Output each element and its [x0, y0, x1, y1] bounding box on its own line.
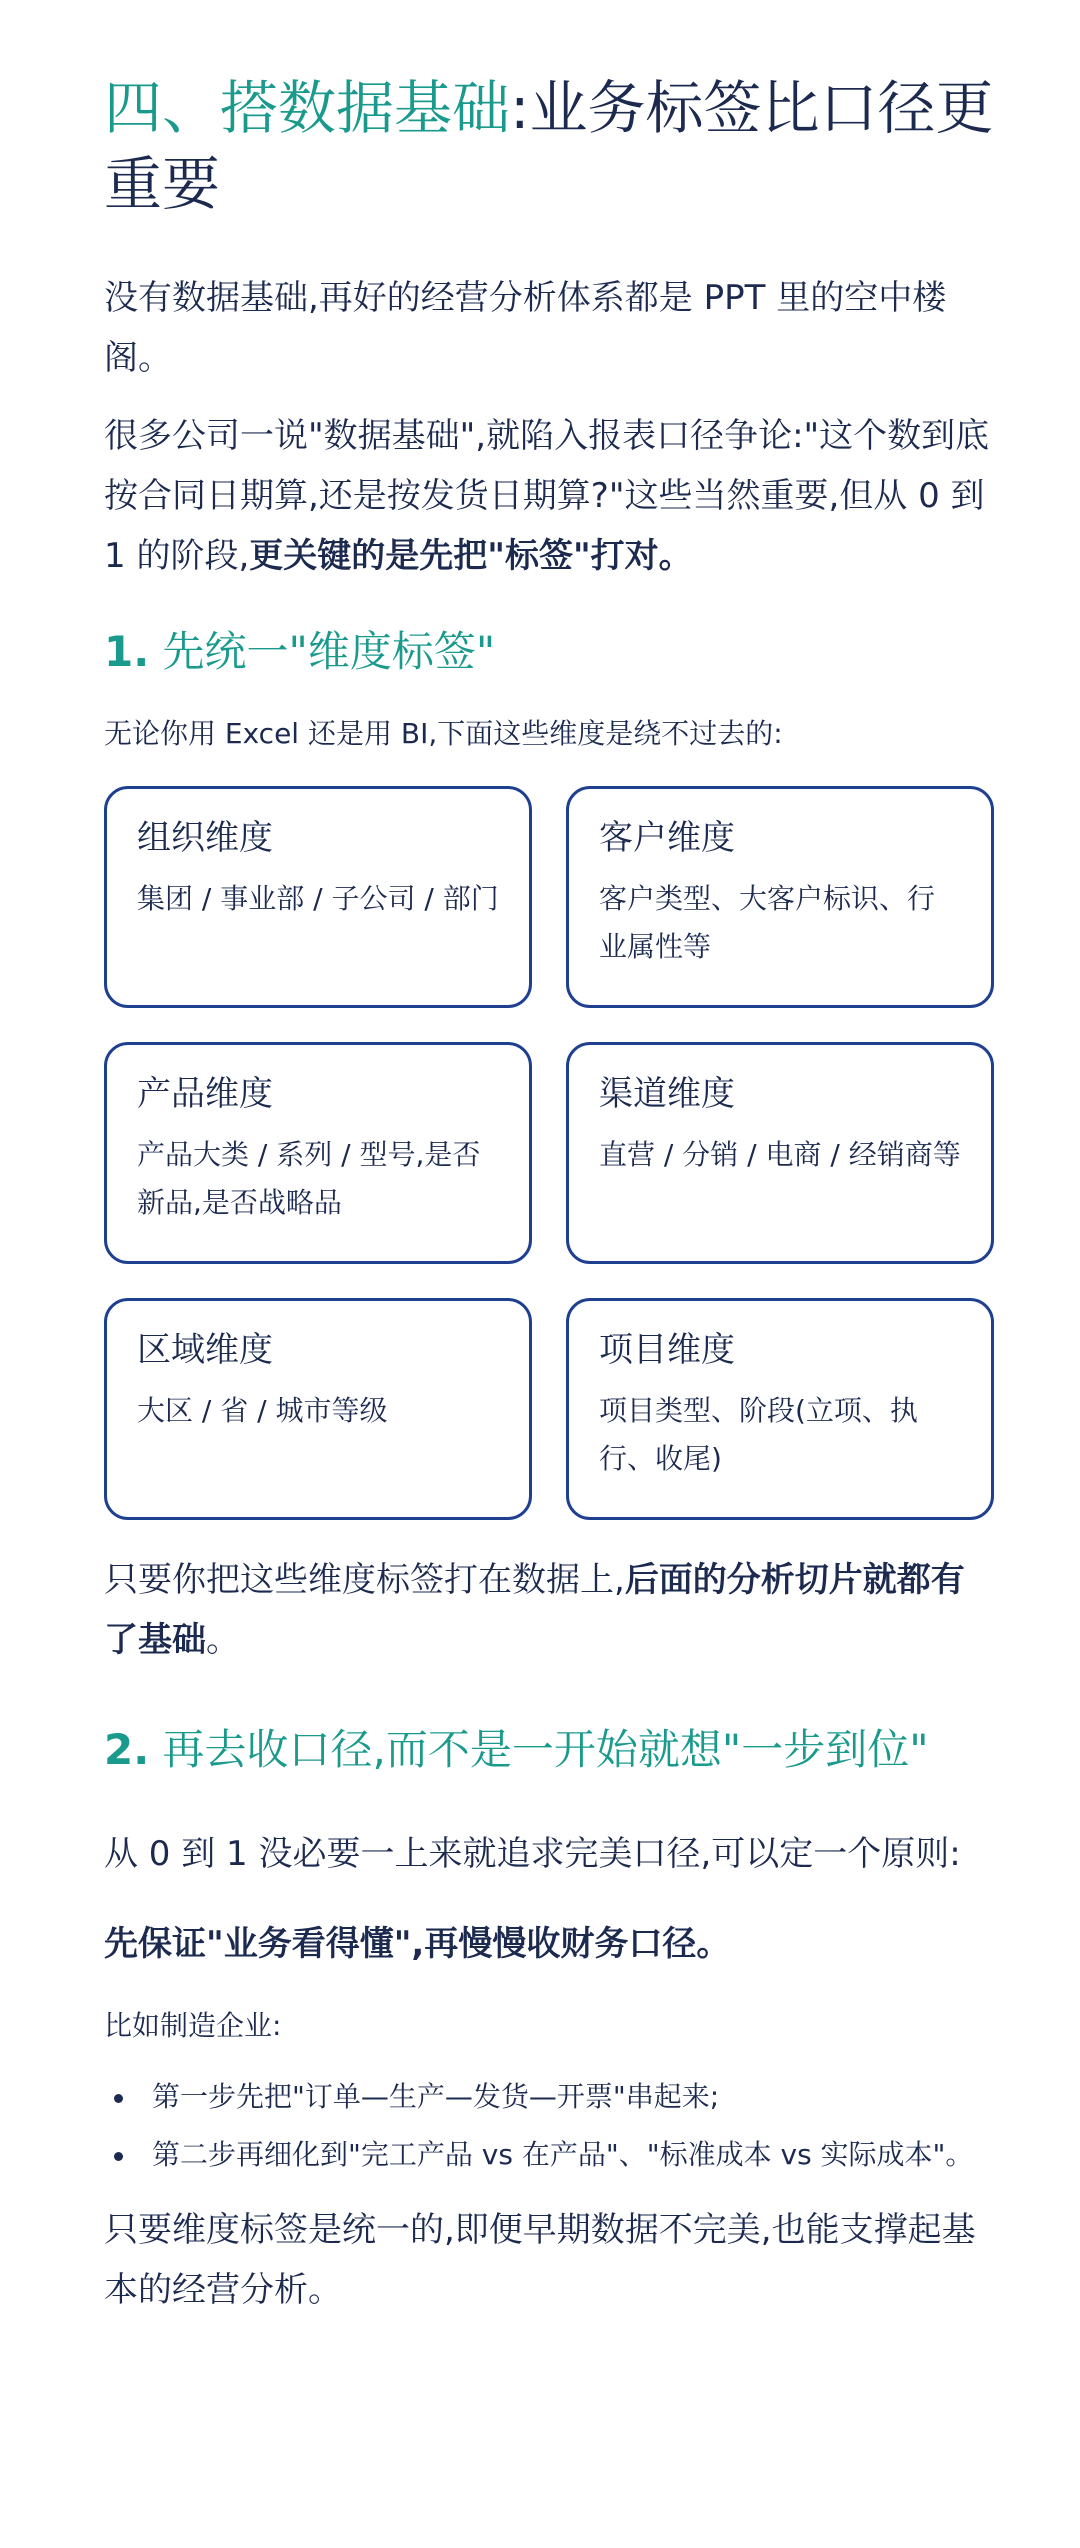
card-description: 产品大类 / 系列 / 型号,是否新品,是否战略品 — [137, 1138, 481, 1219]
dimension-card-organization — [104, 786, 532, 1008]
list-item: 第二步再细化到"完工产品 vs 在产品"、"标准成本 vs 实际成本"。 — [104, 2130, 994, 2180]
example-intro: 比如制造企业: — [104, 2009, 282, 2042]
section-1-title: 先统一"维度标签" — [162, 627, 496, 676]
section-1-heading — [104, 622, 994, 682]
card-title: 组织维度 — [137, 818, 273, 858]
section-2-principle — [104, 1914, 994, 1974]
paragraph-text: 很多公司一说"数据基础",就陷入报表口径争论:"这个数到底按合同日期算,还是按发货日期算?"这些当然重要,但从 0 到 1 的阶段, — [104, 416, 990, 576]
card-title: 产品维度 — [137, 1074, 273, 1114]
section-2-number: 2. — [104, 1725, 150, 1774]
card-title: 区域维度 — [137, 1330, 273, 1370]
card-title: 客户维度 — [599, 818, 735, 858]
dimension-card-product — [104, 1042, 532, 1264]
page-title — [104, 70, 994, 222]
example-list — [104, 2072, 994, 2180]
dimension-card-region — [104, 1298, 532, 1520]
dimension-card-grid — [104, 786, 994, 1520]
card-description: 客户类型、大客户标识、行业属性等 — [599, 882, 936, 963]
article — [104, 70, 994, 2320]
outro-emphasis: 后面的分析切片就都有了基础 — [104, 1560, 965, 1660]
dimension-card-customer — [566, 786, 994, 1008]
section-2-intro: 从 0 到 1 没必要一上来就追求完美口径,可以定一个原则: — [104, 1834, 961, 1874]
title-accent: 四、搭数据基础 — [104, 74, 511, 142]
card-description: 直营 / 分销 / 电商 / 经销商等 — [599, 1138, 961, 1171]
dimension-card-channel — [566, 1042, 994, 1264]
principle-text: 先保证"业务看得懂",再慢慢收财务口径。 — [104, 1924, 731, 1964]
data-foundation-paragraph — [104, 406, 994, 586]
section-1-intro: 无论你用 Excel 还是用 BI,下面这些维度是绕不过去的: — [104, 717, 783, 750]
card-title: 项目维度 — [599, 1330, 735, 1370]
card-description: 项目类型、阶段(立项、执行、收尾) — [599, 1394, 918, 1475]
outro-text: 只要你把这些维度标签打在数据上, — [104, 1560, 625, 1600]
title-rest: :业务标签比口径更重要 — [104, 74, 994, 218]
card-title: 渠道维度 — [599, 1074, 735, 1114]
section-1-outro — [104, 1550, 994, 1670]
outro-end: 。 — [206, 1620, 240, 1660]
section-2-title: 再去收口径,而不是一开始就想"一步到位" — [162, 1725, 929, 1774]
section-2-heading — [104, 1720, 994, 1780]
intro-paragraph: 没有数据基础,再好的经营分析体系都是 PPT 里的空中楼阁。 — [104, 278, 947, 378]
section-1-number: 1. — [104, 627, 150, 676]
card-description: 集团 / 事业部 / 子公司 / 部门 — [137, 882, 499, 915]
dimension-card-project — [566, 1298, 994, 1520]
section-2-conclusion: 只要维度标签是统一的,即便早期数据不完美,也能支撑起基本的经营分析。 — [104, 2210, 976, 2310]
list-item: 第一步先把"订单—生产—发货—开票"串起来; — [104, 2072, 994, 2122]
paragraph-emphasis: 更关键的是先把"标签"打对。 — [249, 536, 693, 576]
card-description: 大区 / 省 / 城市等级 — [137, 1394, 388, 1427]
